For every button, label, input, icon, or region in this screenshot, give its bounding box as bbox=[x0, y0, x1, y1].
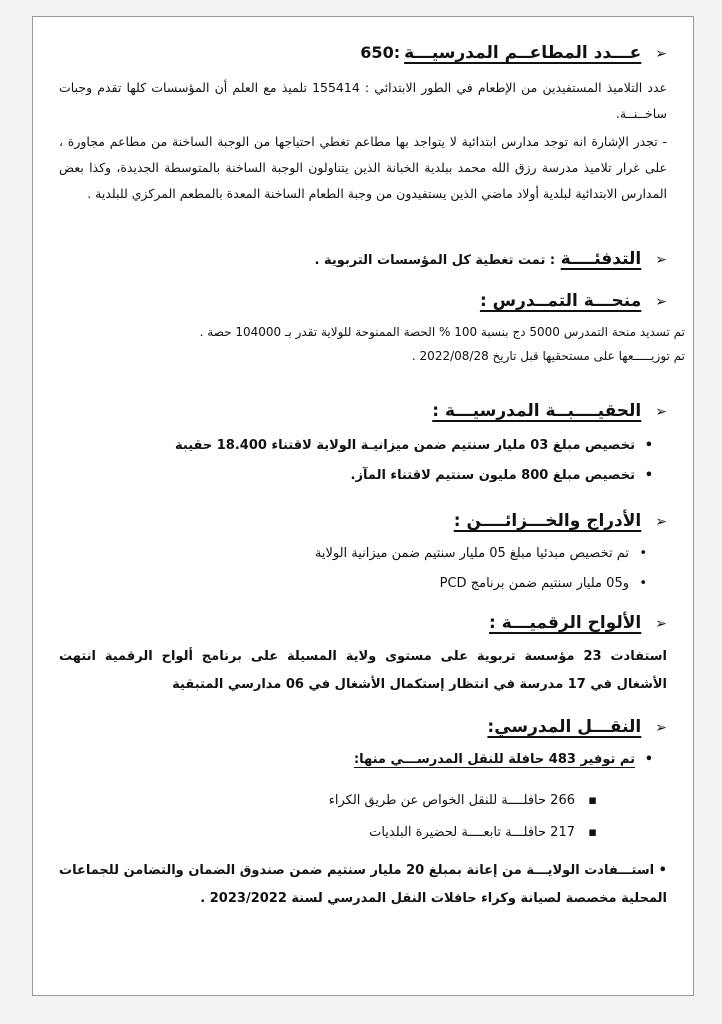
bullet-dot-icon: • bbox=[639, 546, 647, 561]
canteens-paragraph: عدد التلاميذ المستفيدين من الإطعام في الطور الابتدائي : 155414 تلميذ مع العلم أن المؤسسات كلها تقدم وجبات ساخــنــة. bbox=[59, 80, 667, 121]
grant-line-1: تم تسديد منحة التمدرس 5000 دج بنسبة 100 % الحصة الممنوحة للولاية تقدر بـ 104000 حصة . bbox=[199, 325, 685, 339]
section-heating-heading bbox=[59, 249, 667, 269]
list-item: ▪217 حافلـــة تابعــــة لحضيرة البلديات bbox=[59, 817, 597, 849]
bullet-dot-icon: • bbox=[644, 468, 653, 483]
transport-provided: •تم توفير 483 حافلة للنقل المدرســـي منها: bbox=[59, 745, 653, 775]
section-bag-heading bbox=[59, 401, 667, 421]
transport-list bbox=[59, 785, 597, 849]
arrow-bullet-icon: ➢ bbox=[655, 294, 667, 310]
bullet-dot-icon: • bbox=[639, 576, 647, 591]
furniture-list bbox=[59, 539, 647, 599]
section-tablets-heading bbox=[59, 613, 667, 633]
section-grant-heading bbox=[59, 291, 667, 311]
section-furniture-heading bbox=[59, 511, 667, 531]
section-title: الألواح الرقميـــة : bbox=[489, 613, 642, 633]
section-title: النقـــل المدرسي: bbox=[487, 717, 642, 737]
arrow-bullet-icon: ➢ bbox=[655, 252, 667, 268]
bag-list bbox=[59, 431, 653, 491]
list-item: •و05 مليار سنتيم ضمن برنامج PCD bbox=[59, 569, 647, 599]
heating-text: : تمت تغطية كل المؤسسات التربوية . bbox=[314, 253, 556, 268]
section-title: التدفئــــة bbox=[560, 249, 642, 269]
canteens-count: :650 bbox=[360, 43, 401, 62]
section-title: الأدراج والخـــزائــــن : bbox=[453, 511, 642, 531]
arrow-bullet-icon: ➢ bbox=[655, 720, 667, 736]
section-title: الحقيــــبــة المدرسيـــة : bbox=[432, 401, 642, 421]
section-title: منحـــة التمــدرس : bbox=[479, 291, 642, 311]
section-transport-heading bbox=[59, 717, 667, 737]
arrow-bullet-icon: ➢ bbox=[655, 404, 667, 420]
transport-grant-paragraph: • استـــفادت الولايـــة من إعانة بمبلغ 20 مليار سنتيم ضمن صندوق الضمان والتضامن للجماعات المحلية مخصصة لصيانة وكراء حافلات النقل المدرسي لسنة 2023/2022 . bbox=[59, 863, 667, 906]
list-item: •تم تخصيص مبدئيا مبلغ 05 مليار سنتيم ضمن ميزانية الولاية bbox=[59, 539, 647, 569]
document-page bbox=[32, 16, 694, 996]
square-bullet-icon: ▪ bbox=[588, 793, 597, 808]
section-canteens-heading bbox=[59, 43, 667, 63]
arrow-bullet-icon: ➢ bbox=[655, 616, 667, 632]
square-bullet-icon: ▪ bbox=[588, 825, 597, 840]
arrow-bullet-icon: ➢ bbox=[655, 46, 667, 62]
tablets-paragraph: استفادت 23 مؤسسة تربوية على مستوى ولاية المسيلة على برنامج ألواح الرقمية انتهت الأشغال في 17 مدرسة في انتظار إستكمال الأشغال في 06 مدارسي المتبقية bbox=[59, 649, 667, 692]
canteens-note: - تجدر الإشارة انه توجد مدارس ابتدائية لا يتواجد بها مطاعم تغطي احتياجها من الوجبة الساخنة من مطاعم مجاورة ، على غرار تلاميذ مدرسة رزق الله محمد ببلدية الخبانة الذين يتناولون الوجبة الساخنة بالمتوسطة الجديدة، وكذا بعض المدارس الابتدائية لبلدية أولاد ماضي الذين يستفيدون من وجبة الطعام الساخنة المعدة بالمطعم المركزي للبلدية . bbox=[59, 134, 667, 201]
arrow-bullet-icon: ➢ bbox=[655, 514, 667, 530]
list-item: •تخصيص مبلغ 800 مليون سنتيم لاقتناء المآز. bbox=[59, 461, 653, 491]
grant-line-2: تم توزيـــــعها على مستحقيها قبل تاريخ 2022/08/28 . bbox=[411, 349, 685, 363]
bullet-dot-icon: • bbox=[644, 438, 653, 453]
section-title: عـــدد المطاعــم المدرسيـــة bbox=[404, 43, 642, 63]
list-item: ▪266 حافلــــة للنقل الخواص عن طريق الكراء bbox=[59, 785, 597, 817]
list-item: •تخصيص مبلغ 03 مليار سنتيم ضمن ميزانيـة الولاية لاقتناء 18.400 حقيبة bbox=[59, 431, 653, 461]
bullet-dot-icon: • bbox=[644, 752, 653, 767]
